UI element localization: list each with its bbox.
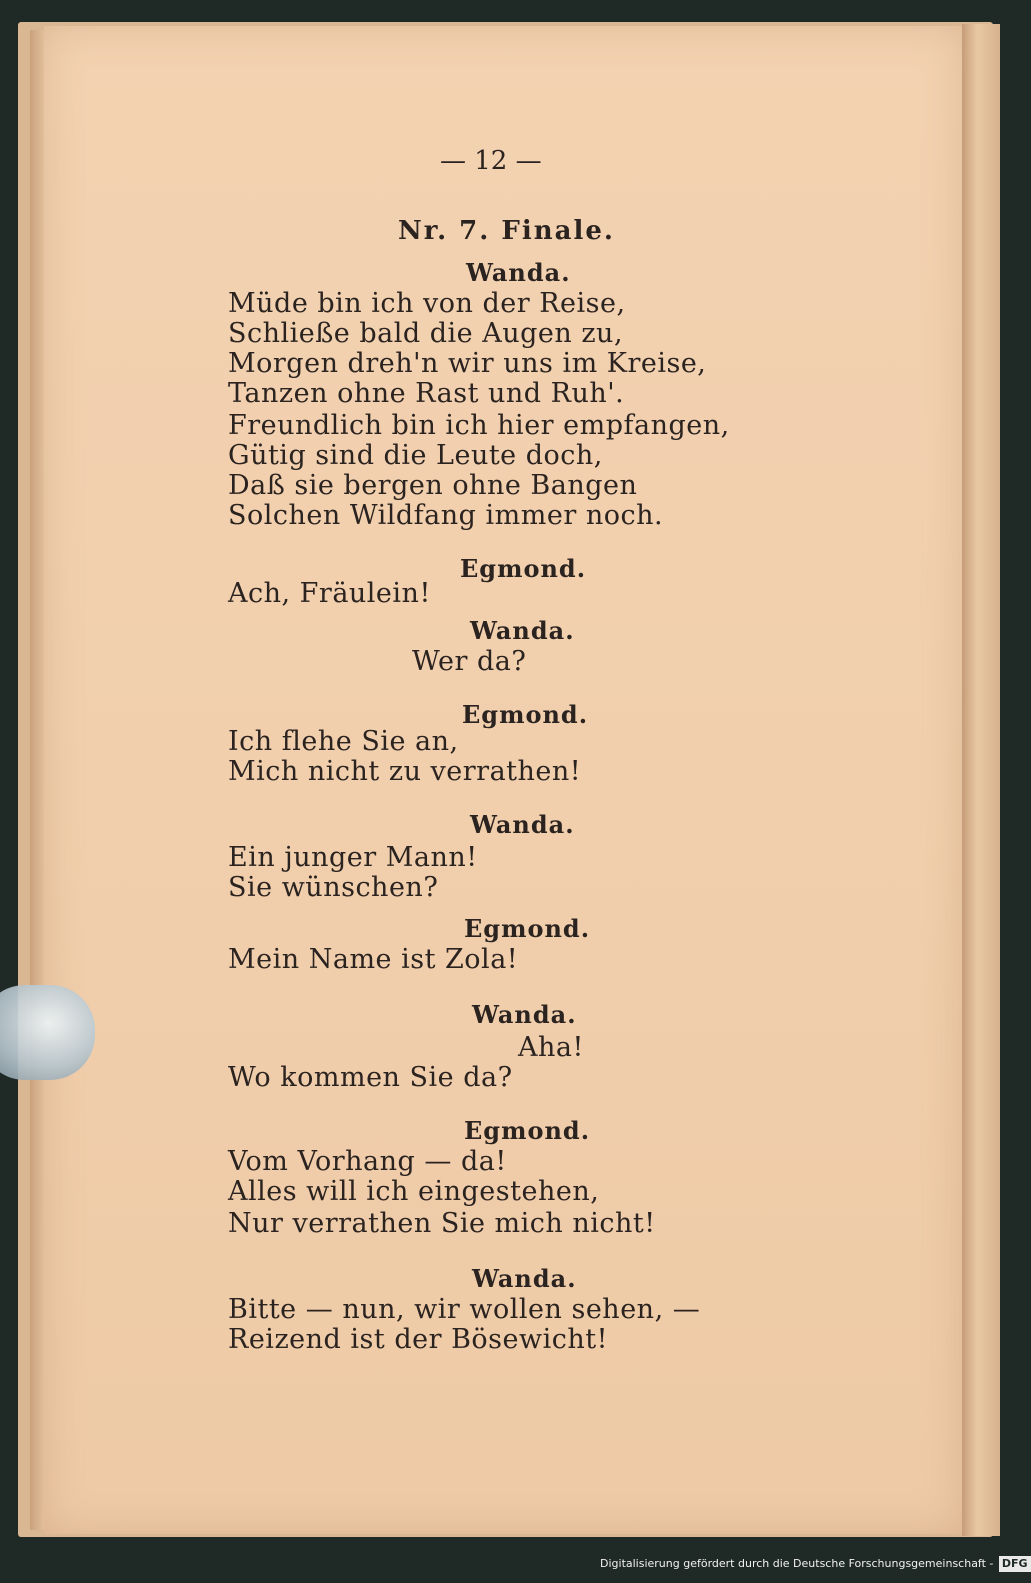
digitization-footer xyxy=(600,1552,1028,1576)
dfg-logo: DFG xyxy=(999,1556,1031,1572)
verse-line: Ich flehe Sie an, xyxy=(228,726,459,757)
verse-line: Ein junger Mann! xyxy=(228,842,478,873)
speaker-label: Wanda. xyxy=(470,810,575,839)
speaker-label: Wanda. xyxy=(470,616,575,645)
speaker-label: Egmond. xyxy=(462,700,589,729)
verse-line: Schließe bald die Augen zu, xyxy=(228,318,624,349)
speaker-label: Wanda. xyxy=(466,258,571,287)
speaker-label: Egmond. xyxy=(460,554,587,583)
verse-line: Bitte — nun, wir wollen sehen, — xyxy=(228,1294,701,1325)
verse-line: Nur verrathen Sie mich nicht! xyxy=(228,1208,656,1239)
verse-line: Wer da? xyxy=(412,646,527,677)
verse-line: Müde bin ich von der Reise, xyxy=(228,288,626,319)
verse-line: Freundlich bin ich hier empfangen, xyxy=(228,410,730,441)
next-page-edge xyxy=(962,24,1000,1536)
verse-line: Vom Vorhang — da! xyxy=(228,1146,507,1177)
verse-line: Mein Name ist Zola! xyxy=(228,944,519,975)
verse-line: Wo kommen Sie da? xyxy=(228,1062,513,1093)
verse-line: Sie wünschen? xyxy=(228,872,439,903)
verse-line: Tanzen ohne Rast und Ruh'. xyxy=(228,378,625,409)
verse-line: Mich nicht zu verrathen! xyxy=(228,756,582,787)
verse-line: Aha! xyxy=(518,1032,584,1063)
speaker-label: Egmond. xyxy=(464,914,591,943)
verse-line: Alles will ich eingestehen, xyxy=(228,1176,600,1207)
verse-line: Ach, Fräulein! xyxy=(228,578,431,609)
verse-line: Reizend ist der Bösewicht! xyxy=(228,1324,608,1355)
speaker-label: Egmond. xyxy=(464,1116,591,1145)
page-number: — 12 — xyxy=(440,146,542,176)
verse-line: Morgen dreh'n wir uns im Kreise, xyxy=(228,348,707,379)
verse-line: Daß sie bergen ohne Bangen xyxy=(228,470,638,501)
verse-line: Solchen Wildfang immer noch. xyxy=(228,500,664,531)
section-title: Nr. 7. Finale. xyxy=(398,216,615,246)
verse-line: Gütig sind die Leute doch, xyxy=(228,440,603,471)
footer-text: Digitalisierung gefördert durch die Deutsche Forschungsgemeinschaft - xyxy=(600,1557,994,1570)
speaker-label: Wanda. xyxy=(472,1264,577,1293)
speaker-label: Wanda. xyxy=(472,1000,577,1029)
scanner-thumb xyxy=(0,985,95,1080)
